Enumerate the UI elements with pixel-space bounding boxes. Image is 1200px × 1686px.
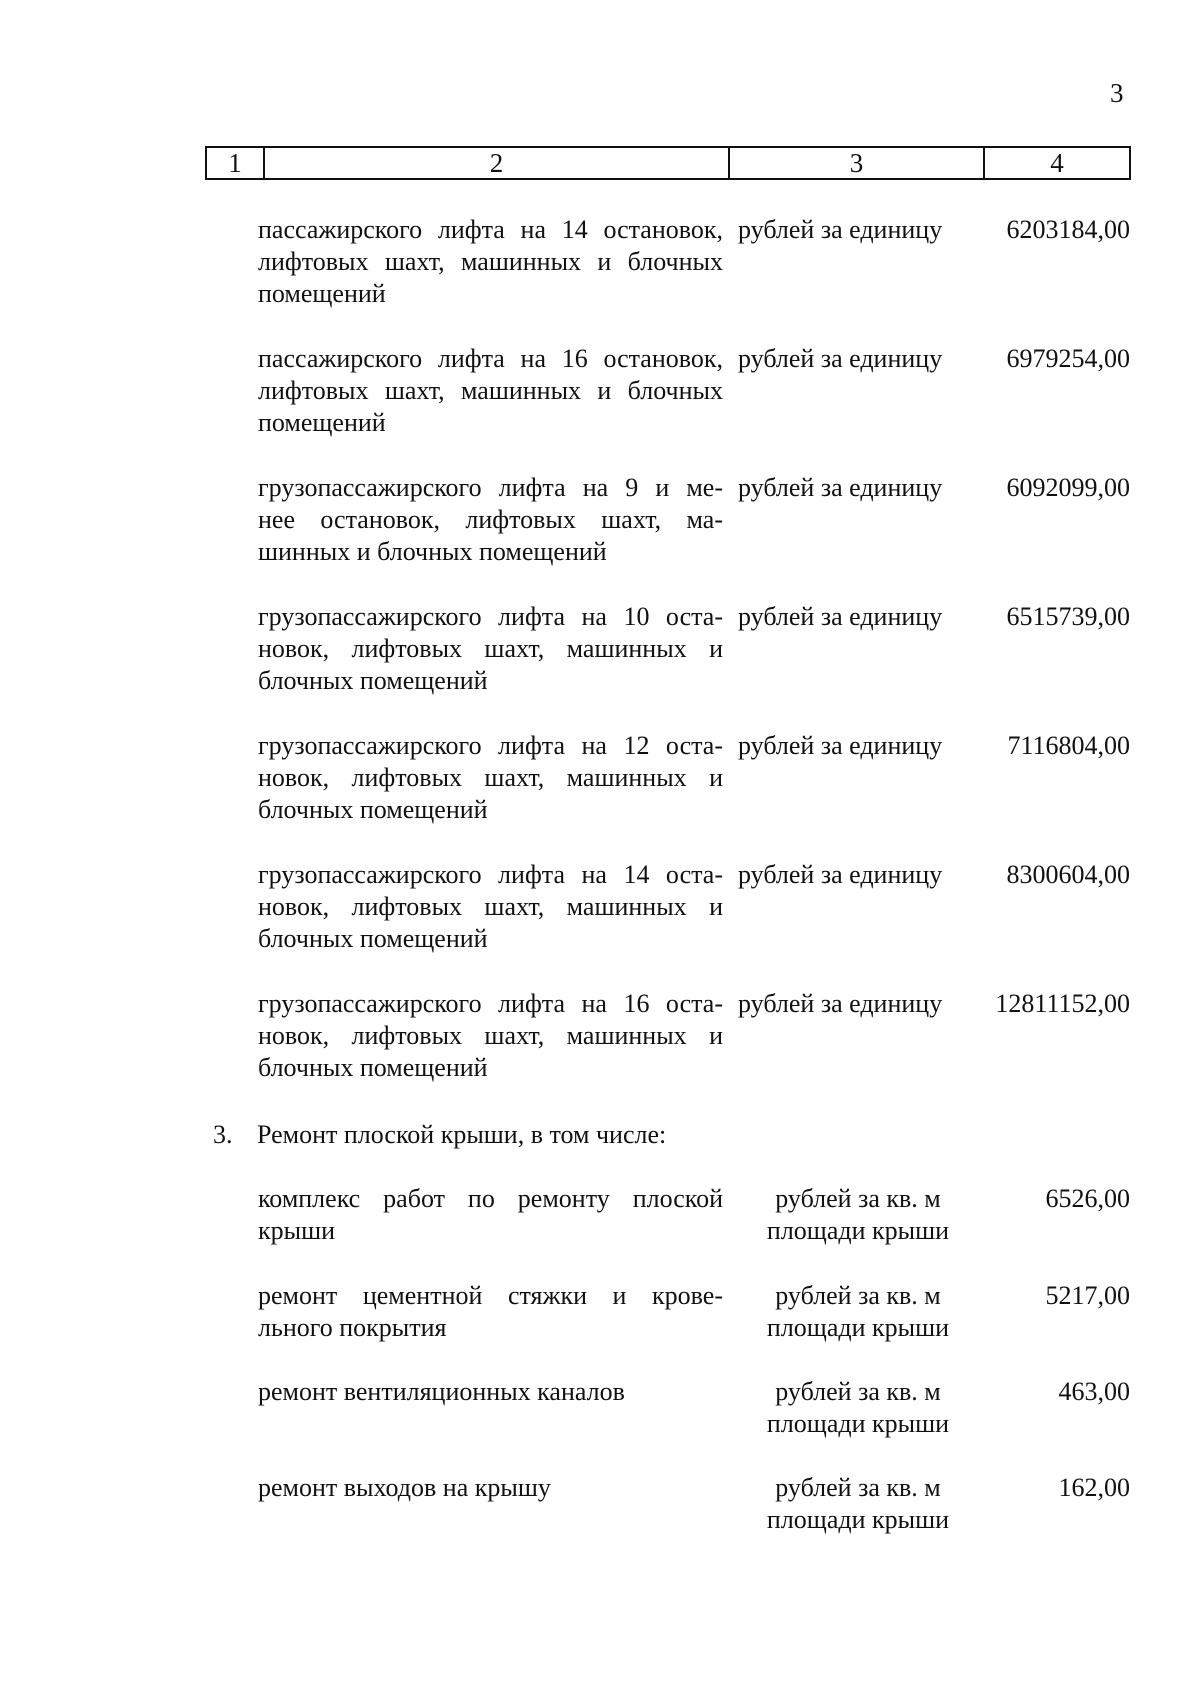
unit-line: площади крыши — [766, 1216, 950, 1245]
unit-line: рублей за кв. м — [775, 1184, 941, 1213]
description-line: лифтовых шахт, машинных и блочных — [258, 376, 723, 405]
description-line: грузопассажирского лифта на 10 оста- — [258, 602, 723, 631]
description-line: новок, лифтовых шахт, машинных и — [258, 634, 723, 663]
description-line: ремонт выходов на крышу — [258, 1473, 551, 1502]
description-line: новок, лифтовых шахт, машинных и — [258, 763, 723, 792]
unit-line: рублей за кв. м — [775, 1473, 941, 1502]
row-price: 6515739,00 — [1006, 602, 1130, 631]
row-description — [258, 601, 723, 697]
description-line: помещений — [258, 408, 386, 437]
column-header-1: 1 — [228, 147, 242, 178]
row-price: 6092099,00 — [1006, 473, 1130, 502]
row-unit — [742, 1183, 974, 1247]
row-description — [258, 730, 723, 826]
page-number: 3 — [1110, 78, 1124, 108]
description-line: грузопассажирского лифта на 9 и ме- — [258, 473, 723, 502]
row-description — [258, 1183, 723, 1247]
row-unit — [742, 1472, 974, 1536]
row-unit — [742, 1376, 974, 1440]
row-description — [258, 988, 723, 1084]
row-price: 7116804,00 — [1007, 731, 1130, 760]
description-line: крыши — [258, 1216, 336, 1245]
description-line: комплекс работ по ремонту плоской — [258, 1184, 723, 1213]
row-price: 6203184,00 — [1006, 215, 1130, 244]
description-line: блочных помещений — [258, 795, 488, 824]
unit-line: рублей за кв. м — [775, 1377, 941, 1406]
row-unit: рублей за единицу — [738, 602, 943, 631]
row-price: 6526,00 — [1045, 1184, 1130, 1213]
column-header-3: 3 — [728, 148, 983, 178]
unit-line: площади крыши — [766, 1505, 950, 1534]
row-description — [258, 343, 723, 439]
row-description — [258, 472, 723, 568]
row-price: 8300604,00 — [1006, 860, 1130, 889]
description-line: ремонт цементной стяжки и крове- — [258, 1281, 723, 1310]
description-line: грузопассажирского лифта на 14 оста- — [258, 860, 723, 889]
row-description — [258, 1472, 723, 1504]
row-price: 12811152,00 — [995, 989, 1130, 1018]
description-line: помещений — [258, 279, 386, 308]
column-header-2: 2 — [263, 148, 728, 178]
description-line: пассажирского лифта на 16 остановок, — [258, 344, 723, 373]
description-line: блочных помещений — [258, 1053, 488, 1082]
row-unit: рублей за единицу — [738, 215, 943, 244]
unit-line: площади крыши — [766, 1409, 950, 1438]
row-unit: рублей за единицу — [738, 473, 943, 502]
row-unit: рублей за единицу — [738, 989, 943, 1018]
row-price: 5217,00 — [1045, 1281, 1130, 1310]
row-unit: рублей за единицу — [738, 860, 943, 889]
unit-line: площади крыши — [766, 1313, 950, 1342]
row-description — [258, 214, 723, 310]
row-description — [258, 1376, 723, 1408]
row-price: 162,00 — [1058, 1473, 1130, 1502]
description-line: блочных помещений — [258, 924, 488, 953]
row-price: 6979254,00 — [1006, 344, 1130, 373]
column-header-row — [205, 146, 1131, 180]
row-description — [258, 859, 723, 955]
row-unit: рублей за единицу — [738, 731, 943, 760]
column-header-4: 4 — [983, 148, 1129, 178]
description-line: льного покрытия — [258, 1313, 447, 1342]
section-title: Ремонт плоской крыши, в том числе: — [257, 1120, 667, 1149]
description-line: ремонт вентиляционных каналов — [258, 1377, 625, 1406]
description-line: лифтовых шахт, машинных и блочных — [258, 247, 723, 276]
unit-line: рублей за кв. м — [775, 1281, 941, 1310]
description-line: грузопассажирского лифта на 12 оста- — [258, 731, 723, 760]
description-line: шинных и блочных помещений — [258, 537, 607, 566]
description-line: грузопассажирского лифта на 16 оста- — [258, 989, 723, 1018]
description-line: новок, лифтовых шахт, машинных и — [258, 892, 723, 921]
description-line: пассажирского лифта на 14 остановок, — [258, 215, 723, 244]
description-line: новок, лифтовых шахт, машинных и — [258, 1021, 723, 1050]
row-description — [258, 1280, 723, 1344]
description-line: нее остановок, лифтовых шахт, ма- — [258, 505, 723, 534]
row-price: 463,00 — [1058, 1377, 1130, 1406]
section-number: 3. — [213, 1120, 233, 1149]
row-unit — [742, 1280, 974, 1344]
row-unit: рублей за единицу — [738, 344, 943, 373]
section-heading — [213, 1119, 666, 1151]
description-line: блочных помещений — [258, 666, 488, 695]
